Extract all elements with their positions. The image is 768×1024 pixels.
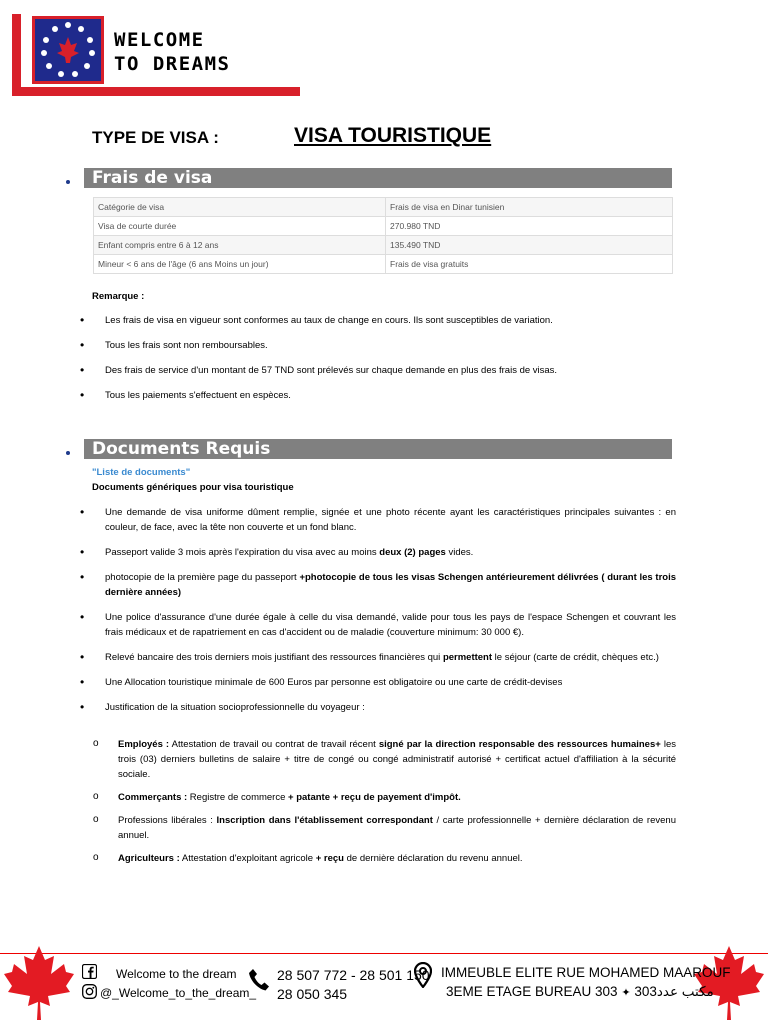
list-item: • Justification de la situation socioprofessionnelle du voyageur :	[80, 700, 676, 715]
list-item: • Une demande de visa uniforme dûment remplie, signée et une photo récente ayant les caractéristiques principales suivantes : en couleur, de face, avec la tête non couverte et un fond blanc.	[80, 505, 676, 535]
section-bullet	[66, 180, 70, 184]
table-cell: Frais de visa en Dinar tunisien	[386, 198, 673, 217]
list-item: • Une police d'assurance d'une durée égale à celle du visa demandé, valide pour tous les pays de l'espace Schengen et couvrant les frais médicaux et de rapatriement en cas d'accident ou de maladie (couverture minimum: 30 000 €).	[80, 610, 676, 640]
instagram-icon	[82, 984, 97, 999]
visa-type-label: TYPE DE VISA :	[92, 128, 219, 147]
table-cell: Catégorie de visa	[94, 198, 386, 217]
location-pin-icon	[414, 962, 432, 988]
text: Registre de commerce	[187, 792, 289, 803]
fees-section-header: Frais de visa	[84, 168, 672, 188]
text-bold: Inscription dans l'établissement correspondant	[216, 815, 433, 826]
brand-line-2: TO DREAMS	[114, 53, 231, 75]
list-item	[80, 570, 676, 600]
header-accent-bar	[12, 87, 300, 96]
table-cell: 270.980 TND	[386, 217, 673, 236]
remarks-list	[80, 313, 676, 403]
maple-leaf-icon	[4, 944, 74, 1020]
documents-section-header: Documents Requis	[84, 439, 672, 459]
table-row	[94, 236, 673, 255]
documents-list-title: "Liste de documents"	[92, 467, 191, 478]
table-cell: Frais de visa gratuits	[386, 255, 673, 274]
documents-list	[80, 505, 676, 715]
text-bold: Commerçants :	[118, 792, 188, 803]
text: de dernière déclaration du revenu annuel.	[344, 853, 523, 864]
list-item	[80, 545, 676, 560]
company-logo	[32, 16, 104, 84]
table-cell: Visa de courte durée	[94, 217, 386, 236]
text-bold: + patante + reçu de payement d'impôt.	[288, 792, 461, 803]
list-item: • Tous les frais sont non remboursables.	[80, 338, 676, 353]
list-item	[93, 813, 676, 843]
maple-leaf-small-icon: ✦	[621, 987, 631, 999]
header-accent-bar-vertical	[12, 14, 21, 96]
text-bold: +photocopie de tous les visas Schengen antérieurement délivrées ( durant les trois dernière années)	[105, 572, 676, 598]
fee-table	[93, 197, 673, 274]
phone-icon	[248, 968, 270, 992]
address-line-2	[446, 984, 714, 1000]
facebook-icon	[82, 964, 97, 979]
flag-stars-icon	[35, 19, 101, 81]
table-row	[94, 217, 673, 236]
text-bold: signé par la direction responsable des ressources humaines+	[378, 739, 661, 750]
list-item: • Les frais de visa en vigueur sont conformes au taux de change en cours. Ils sont susceptibles de variation.	[80, 313, 676, 328]
text: Relevé bancaire des trois derniers mois justifiant des ressources financières qui	[105, 652, 443, 663]
text-bold: + reçu	[315, 853, 344, 864]
text: / carte professionnelle + dernière déclaration de revenu annuel.	[118, 815, 676, 841]
table-cell: Enfant compris entre 6 à 12 ans	[94, 236, 386, 255]
address-line-2-fr: 3EME ETAGE BUREAU 303	[446, 984, 618, 999]
list-item: • Une Allocation touristique minimale de 600 Euros par personne est obligatoire ou une carte de crédit-devises	[80, 675, 676, 690]
text: Professions libérales :	[118, 815, 217, 826]
table-row	[94, 198, 673, 217]
address-line-2-ar: مكتب عدد303	[634, 984, 714, 999]
instagram-handle: @_Welcome_to_the_dream_	[100, 986, 257, 1000]
address-line-1: IMMEUBLE ELITE RUE MOHAMED MAAROUF	[441, 965, 731, 980]
list-item	[93, 737, 676, 782]
text-bold: deux (2) pages	[379, 547, 446, 558]
text: les trois (03) derniers bulletins de salaire + titre de congé ou congé administratif autorisé + certificat actuel d'affiliation à la sécurité sociale.	[118, 739, 676, 780]
list-item	[93, 790, 676, 805]
text-bold: Employés :	[118, 739, 170, 750]
section-bullet	[66, 451, 70, 455]
list-item: • Tous les paiements s'effectuent en espèces.	[80, 388, 676, 403]
phone-numbers-line-1: 28 507 772 - 28 501 150	[277, 967, 430, 983]
text: photocopie de la première page du passeport	[105, 572, 300, 583]
socioprofessional-list	[93, 737, 676, 866]
text-bold: Agriculteurs :	[118, 853, 180, 864]
brand-line-1: WELCOME	[114, 29, 205, 51]
remark-title: Remarque :	[92, 291, 145, 302]
list-item	[80, 650, 676, 665]
text: Passeport valide 3 mois après l'expiration du visa avec au moins	[105, 547, 380, 558]
list-item	[93, 851, 676, 866]
text: Attestation d'exploitant agricole	[179, 853, 316, 864]
table-row	[94, 255, 673, 274]
table-cell: 135.490 TND	[386, 236, 673, 255]
text: vides.	[445, 547, 474, 558]
table-cell: Mineur < 6 ans de l'âge (6 ans Moins un jour)	[94, 255, 386, 274]
maple-leaf-icon	[694, 944, 764, 1020]
documents-generic-title: Documents génériques pour visa touristique	[92, 482, 294, 493]
text: le séjour (carte de crédit, chèques etc.)	[492, 652, 659, 663]
text-bold: permettent	[442, 652, 493, 663]
list-item: • Des frais de service d'un montant de 57 TND sont prélevés sur chaque demande en plus des frais de visas.	[80, 363, 676, 378]
brand-name	[114, 28, 230, 76]
text: Attestation de travail ou contrat de travail récent	[169, 739, 379, 750]
visa-type-value: VISA TOURISTIQUE	[294, 124, 492, 147]
footer-divider	[0, 953, 768, 954]
phone-numbers-line-2: 28 050 345	[277, 986, 348, 1002]
facebook-handle: Welcome to the dream	[116, 967, 237, 981]
